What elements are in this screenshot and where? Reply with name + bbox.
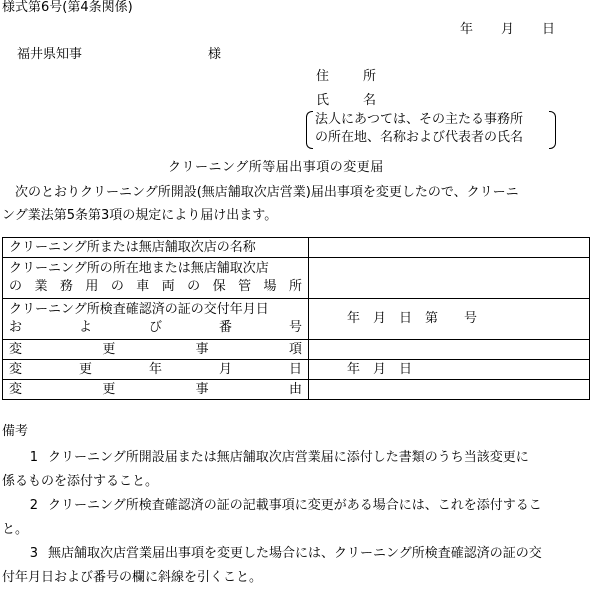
row-name-label: クリーニング所または無店舗取次店の名称 (3, 238, 309, 258)
row-change-reason-label: 変 更 事 由 (3, 380, 309, 400)
addressee-suffix: 様 (208, 47, 222, 62)
addressee-name: 福井県知事 (17, 47, 83, 62)
change-details-table (2, 237, 590, 400)
applicant-address-label: 住 所 (316, 69, 376, 84)
table-row (3, 238, 590, 258)
table-row (3, 299, 590, 340)
table-row (3, 340, 590, 360)
note-3-continuation: 付年月日および番号の欄に斜線を引くこと。 (2, 570, 263, 585)
note-1-continuation: 係るものを添付すること。 (2, 474, 159, 489)
date-month-label: 月 (501, 22, 515, 37)
row-certificate-value[interactable]: 年 月 日 第 号 (309, 299, 590, 340)
date-year-label: 年 (460, 22, 474, 37)
intro-line2: ング業法第5条第3項の規定により届け出ます。 (2, 208, 278, 223)
row-change-date-value[interactable]: 年 月 日 (309, 360, 590, 380)
row-change-reason-value[interactable] (309, 380, 590, 400)
row-certificate-label: クリーニング所検査確認済の証の交付年月日 お よ び 番 号 (3, 299, 309, 340)
table-row (3, 380, 590, 400)
notes-list (2, 446, 590, 590)
row-change-item-value[interactable] (309, 340, 590, 360)
bracket-left (306, 111, 313, 149)
list-item: 3 無店舗取次店営業届出事項を変更した場合には、クリーニング所検査確認済の証の交 (29, 546, 542, 561)
note-2-continuation: と。 (2, 522, 29, 537)
row-change-item-label: 変 更 事 項 (3, 340, 309, 360)
row-change-date-label: 変 更 年 月 日 (3, 360, 309, 380)
applicant-name-label: 氏 名 (316, 93, 376, 108)
corporation-note (306, 111, 556, 149)
row-location-value[interactable] (309, 258, 590, 299)
table-row (3, 258, 590, 299)
notes-heading: 備考 (2, 424, 29, 439)
list-item: 2 クリーニング所検査確認済の証の記載事項に変更がある場合には、これを添付するこ (29, 498, 542, 513)
corp-note-line2: の所在地、名称および代表者の氏名 (315, 130, 524, 145)
intro-paragraph (2, 181, 590, 227)
list-item: 1 クリーニング所開設届または無店舗取次店営業届に添付した書類のうち当該変更に (29, 450, 529, 465)
document-title: クリーニング所等届出事項の変更届 (168, 160, 384, 175)
table-row (3, 360, 590, 380)
date-day-label: 日 (542, 22, 556, 37)
row-location-label: クリーニング所の所在地または無店舗取次店 の 業 務 用 の 車 両 の 保 管 場 所 (3, 258, 309, 299)
intro-line1: 次のとおりクリーニング所開設(無店舗取次店営業)届出事項を変更したので、クリーニ (2, 185, 519, 200)
row-name-value[interactable] (309, 238, 590, 258)
date-line (460, 22, 555, 38)
corp-note-line1: 法人にあつては、その主たる事務所 (315, 112, 524, 127)
bracket-right (549, 111, 556, 149)
form-number: 様式第6号(第4条関係) (2, 0, 133, 15)
